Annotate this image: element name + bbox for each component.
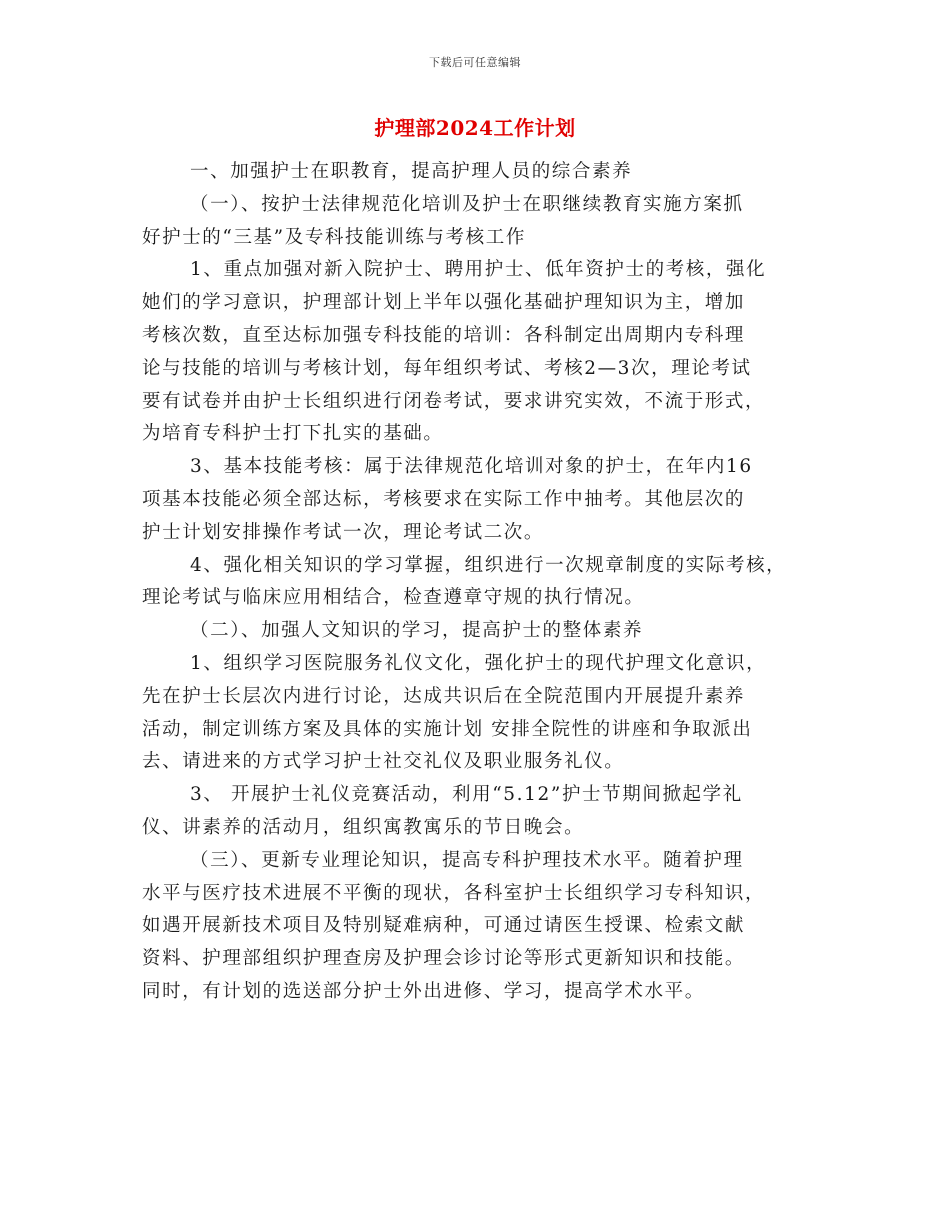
paragraph-line: 活动，制定训练方案及具体的实施计划 安排全院性的讲座和争取派出 [142,718,753,740]
paragraph-line: 去、请进来的方式学习护士社交礼仪及职业服务礼仪。 [142,751,625,773]
paragraph-line: 为培育专科护士打下扎实的基础。 [142,423,444,445]
document-body [142,156,822,1009]
paragraph-line: 护士计划安排操作考试一次，理论考试二次。 [142,521,545,543]
paragraph-line: 3、基本技能考核：属于法律规范化培训对象的护士，在年内16 [190,456,753,478]
subsection-heading-2: （二）、加强人文知识的学习，提高护士的整体素养 [190,620,644,642]
paragraph-line: 她们的学习意识，护理部计划上半年以强化基础护理知识为主，增加 [142,292,746,314]
section-heading-1: 一、加强护士在职教育，提高护理人员的综合素养 [190,161,633,182]
paragraph-line: 论与技能的培训与考核计划，每年组织考试、考核2—3次，理论考试 [142,357,752,379]
paragraph-line: 仪、讲素养的活动月，组织寓教寓乐的节日晚会。 [142,816,585,838]
paragraph-line: 先在护士长层次内进行讨论，达成共识后在全院范围内开展提升素养 [142,685,746,707]
paragraph-line: 水平与医疗技术进展不平衡的现状，各科室护士长组织学习专科知识， [142,882,766,904]
paragraph-line: 如遇开展新技术项目及特别疑难病种，可通过请医生授课、检索文献 [142,915,746,937]
subsection-heading-1: （一）、按护士法律规范化培训及护士在职继续教育实施方案抓 [190,193,744,215]
paragraph-line: 1、组织学习医院服务礼仪文化，强化护士的现代护理文化意识， [190,652,767,674]
paragraph-line: 理论考试与临床应用相结合，检查遵章守规的执行情况。 [142,587,645,609]
paragraph-line: 项基本技能必须全部达标，考核要求在实际工作中抽考。其他层次的 [142,488,746,510]
subsection-heading-3: （三）、更新专业理论知识，提高专科护理技术水平。随着护理 [190,849,744,871]
paragraph-line: 要有试卷并由护士长组织进行闭卷考试，要求讲究实效，不流于形式， [142,390,766,412]
paragraph-line: 同时，有计划的选送部分护士外出进修、学习，提高学术水平。 [142,980,705,1002]
paragraph-line: 资料、护理部组织护理查房及护理会诊讨论等形式更新知识和技能。 [142,948,746,970]
paragraph-line: 3、 开展护士礼仪竞赛活动，利用“5.12”护士节期间掀起学礼 [190,784,743,806]
document-title: 护理部2024工作计划 [374,116,576,140]
subsection-heading-1-cont: 好护士的“三基”及专科技能训练与考核工作 [142,226,526,248]
page-header-note: 下载后可任意编辑 [429,56,521,69]
paragraph-line: 4、强化相关知识的学习掌握，组织进行一次规章制度的实际考核， [190,554,787,576]
paragraph-line: 考核次数，直至达标加强专科技能的培训：各科制定出周期内专科理 [142,324,746,346]
paragraph-line: 1、重点加强对新入院护士、聘用护士、低年资护士的考核，强化 [190,259,767,281]
